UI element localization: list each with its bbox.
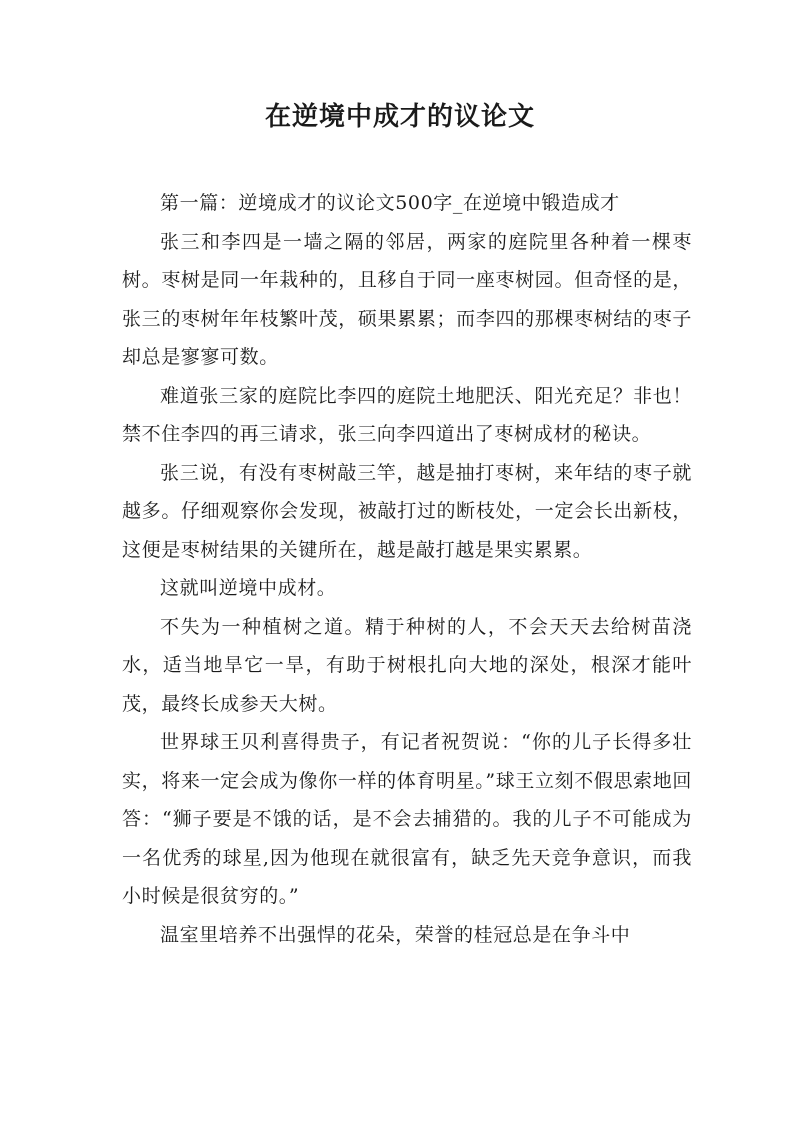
document-title: 在逆境中成才的议论文 [264,102,535,132]
paragraph: 张三说，有没有枣树敲三竿，越是抽打枣树，来年结的枣子就越多。仔细观察你会发现，被敲打过的断枝处，一定会长出新枝，这便是枣树结果的关键所在，越是敲打越是果实累累。 [122,461,692,561]
paragraph: 难道张三家的庭院比李四的庭院土地肥沃、阳光充足？非也！禁不住李四的再三请求，张三向李四道出了枣树成材的秘诀。 [122,384,692,445]
document-body [122,184,692,954]
paragraph: 不失为一种植树之道。精于种树的人，不会天天去给树苗浇水，适当地旱它一旱，有助于树根扎向大地的深处，根深才能叶茂，最终长成参天大树。 [122,615,692,715]
paragraph: 世界球王贝利喜得贵子，有记者祝贺说：“你的儿子长得多壮实，将来一定会成为像你一样的体育明星。”球王立刻不假思索地回答：“狮子要是不饿的话，是不会去捕猎的。我的儿子不可能成为一名优秀的球星,因为他现在就很富有，缺乏先天竞争意识，而我小时候是很贫穷的。” [122,731,692,907]
paragraph: 温室里培养不出强悍的花朵，荣誉的桂冠总是在争斗中 [160,923,631,946]
paragraph: 张三和李四是一墙之隔的邻居，两家的庭院里各种着一棵枣树。枣树是同一年栽种的，且移自于同一座枣树园。但奇怪的是，张三的枣树年年枝繁叶茂，硕果累累；而李四的那棵枣树结的枣子却总是寥寥可数。 [122,230,692,368]
paragraph-heading: 第一篇：逆境成才的议论文500字_在逆境中锻造成才 [160,192,620,214]
paragraph: 这就叫逆境中成材。 [160,577,337,599]
